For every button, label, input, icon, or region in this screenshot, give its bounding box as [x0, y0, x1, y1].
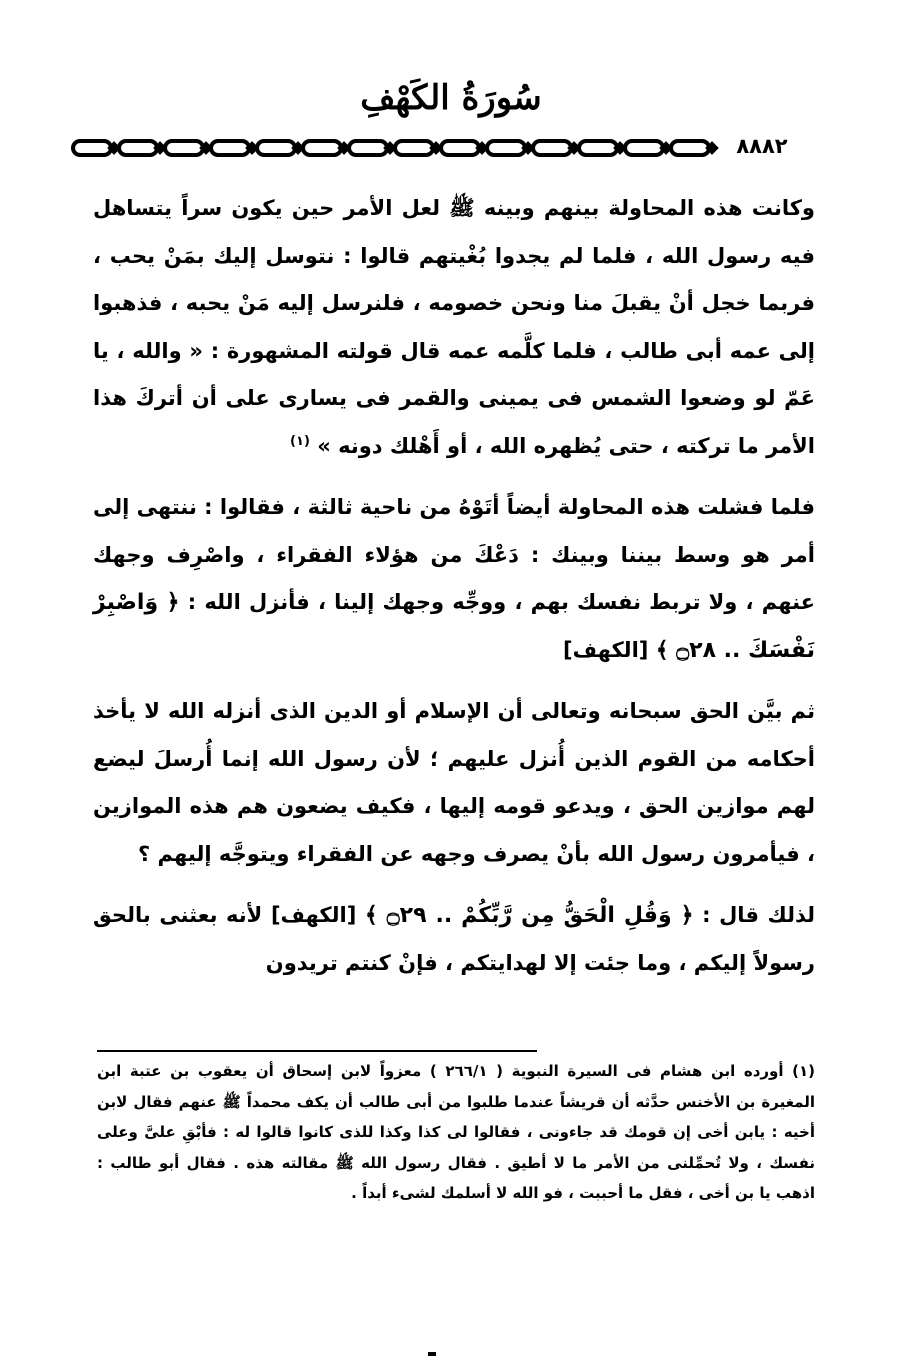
- footnotes: [97, 1056, 815, 1209]
- paragraph-1: [93, 185, 815, 470]
- surah-title: سُورَةُ الكَهْفِ: [360, 78, 542, 118]
- footnote-divider: [97, 1050, 537, 1052]
- quran-verse-28: ﴿ وَاصْبِرْ نَفْسَكَ .. ۝٢٨ ﴾: [93, 590, 815, 663]
- quran-verse-29: ﴿ وَقُلِ الْحَقُّ مِن رَّبِّكُمْ .. ۝٢٩ ﴾: [364, 903, 694, 928]
- verse-source: [الكهف]: [270, 903, 357, 927]
- paragraph-3: ثم بيَّن الحق سبحانه وتعالى أن الإسلام أو الدين الذى أنزله الله لا يأخذ أحكامه من القوم الذين أُنزل عليهم ؛ لأن رسول الله إنما أُرسلَ ليضع لهم موازين الحق ، ويدعو قومه إليها ، فكيف يضعون هم هذه الموازين ، فيأمرون رسول الله بأنْ يصرف وجهه عن الفقراء ويتوجَّه إليهم ؟: [93, 699, 815, 866]
- paragraph-2: [93, 484, 815, 674]
- paragraph-4-lead: لذلك قال :: [702, 903, 816, 927]
- paragraph-2-text: فلما فشلت هذه المحاولة أيضاً أتَوْهُ من ناحية ثالثة ، فقالوا : ننتهى إلى أمر هو وسط بيننا وبينك : دَعْكَ من هؤلاء الفقراء ، واصْرِف وجهك عنهم ، ولا تربط نفسك بهم ، ووجِّه وجهك إلينا ، فأنزل الله :: [93, 495, 815, 614]
- page-edge-mark: [428, 1352, 436, 1356]
- paragraph-1-text: وكانت هذه المحاولة بينهم وبينه ﷺ لعل الأمر حين يكون سراً يتساهل فيه رسول الله ، فلما لم يجدوا بُغْيتهم قالوا : نتوسل إليك بمَنْ يحب ، فربما خجل أنْ يقبلَ منا ونحن خصومه ، فلنرسل إليه مَنْ يحبه ، فذهبوا إلى عمه أبى طالب ، فلما كلَّمه عمه قال قولته المشهورة : « والله ، يا عَمّ لو وضعوا الشمس فى يمينى والقمر فى يسارى على أن أتركَ هذا الأمر ما تركته ، حتى يُظهره الله ، أو أَهْلك دونه »: [93, 196, 815, 458]
- footnote-ref: (١): [290, 433, 310, 449]
- body-text: [93, 185, 815, 987]
- chain-ornament-rule: [70, 132, 830, 164]
- footnote-1: (١) أورده ابن هشام فى السيرة النبوية ( ٢٦٦/١ ) معزواً لابن إسحاق أن يعقوب بن عتبة ابن المغيرة بن الأخنس حدَّثه أن قريشاً عندما طلبوا من أبى طالب أن يكف محمداً ﷺ عنهم فقال لابن أخيه : يابن أخى إن قومك قد جاءونى ، فقالوا لى كذا وكذا للذى كانوا قالوا له : فأبْقِ علىَّ وعلى نفسك ، ولا تُحمِّلنى من الأمر ما لا أطيق . فقال رسول الله ﷺ مقالته هذه . فقال أبو طالب : اذهب يا بن أخى ، فقل ما أحببت ، فو الله لا أسلمك لشىء أبداً .: [97, 1062, 815, 1202]
- verse-source: [الكهف]: [563, 637, 649, 662]
- paragraph-4-text: لأنه بعثنى بالحق رسولاً إليكم ، وما جئت إلا لهدايتكم ، فإنْ كنتم تريدون: [93, 903, 815, 975]
- paragraph-4: [93, 892, 815, 987]
- page-number: ٨٨٨٢: [736, 134, 788, 158]
